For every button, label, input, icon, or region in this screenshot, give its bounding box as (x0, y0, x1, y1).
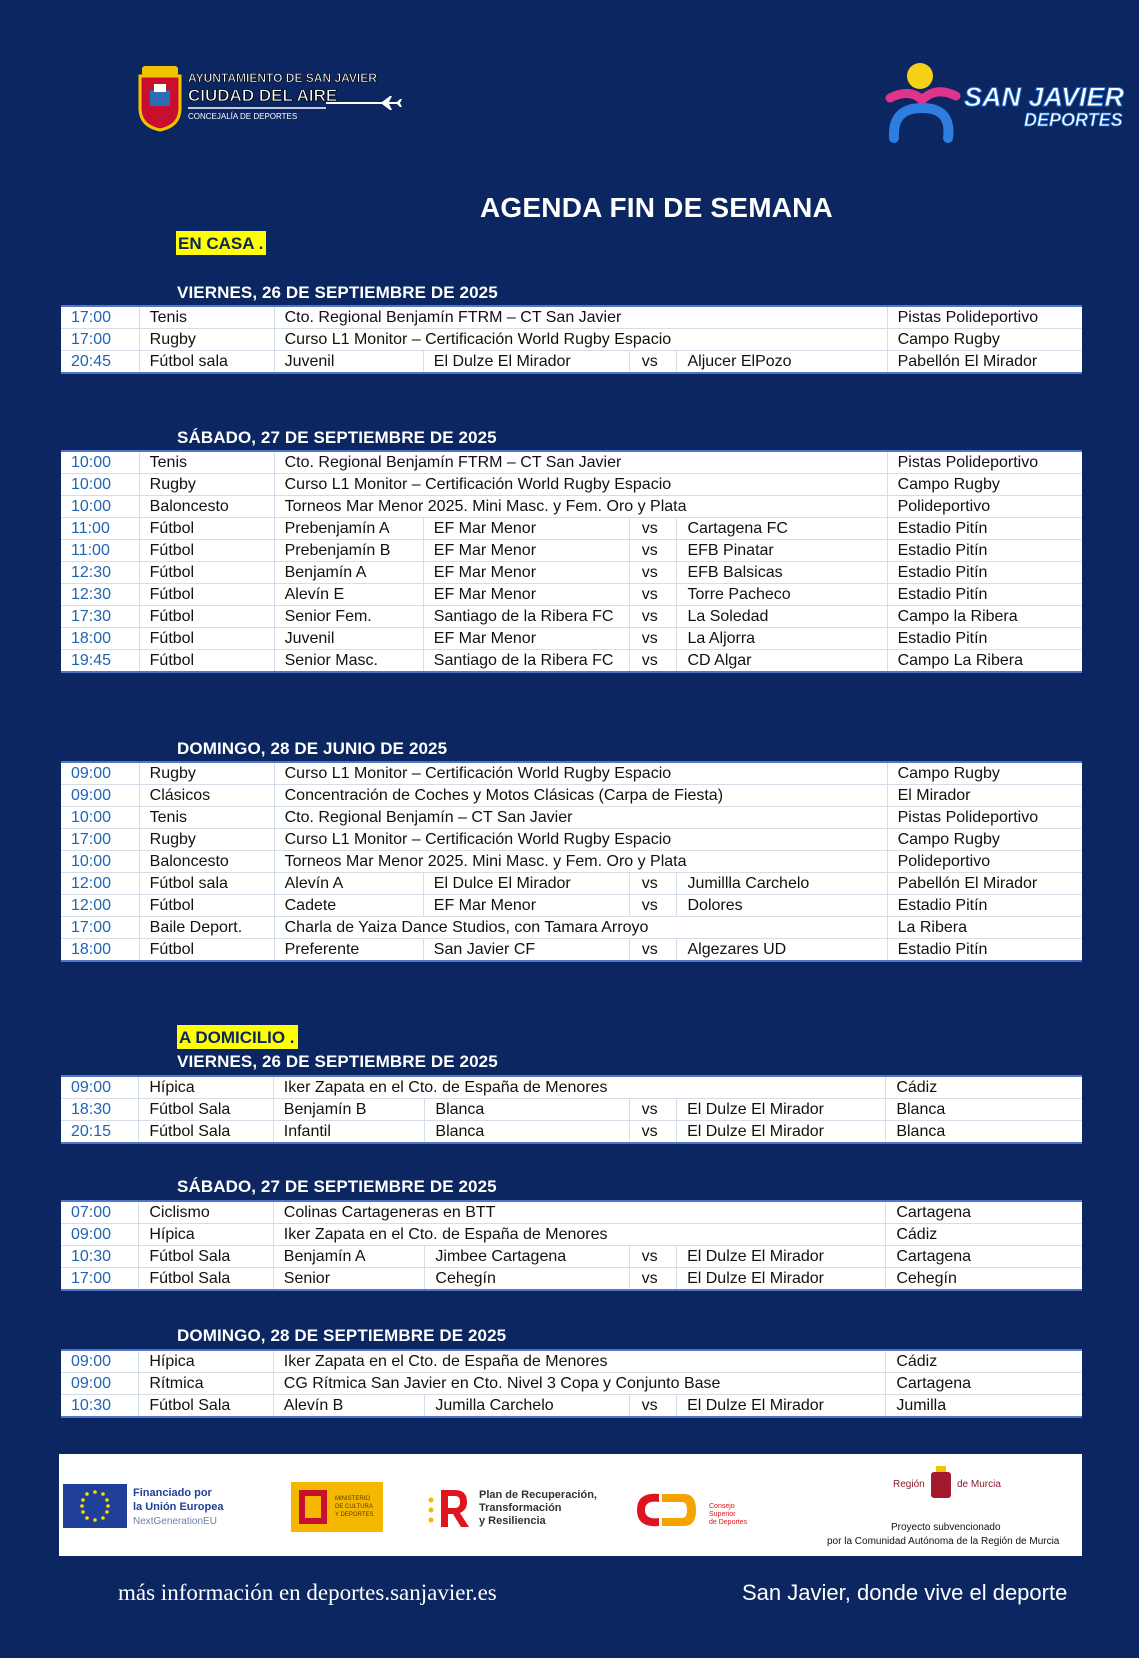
event-sport: Rítmica (139, 1373, 273, 1395)
event-time: 12:00 (61, 873, 139, 895)
murcia-left: Región (893, 1479, 925, 1490)
home-section-label: EN CASA . (176, 231, 266, 255)
event-category: Alevín A (274, 873, 423, 895)
table-row (61, 917, 1082, 939)
ayto-line1: AYUNTAMIENTO DE SAN JAVIER (188, 71, 377, 85)
table-row (61, 351, 1082, 374)
table-row (61, 518, 1082, 540)
table-row (61, 762, 1082, 785)
event-venue: Campo Rugby (887, 474, 1082, 496)
event-venue: Estadio Pitín (887, 518, 1082, 540)
event-category: Iker Zapata en el Cto. de España de Menores (273, 1224, 886, 1246)
event-time: 17:00 (61, 329, 139, 351)
event-venue: Cartagena (886, 1373, 1082, 1395)
brand-line1: SAN JAVIER (964, 82, 1125, 112)
footer-slogan: San Javier, donde vive el deporte (742, 1580, 1068, 1605)
event-category: Curso L1 Monitor – Certificación World Rugby Espacio (274, 329, 887, 351)
event-venue: Pabellón El Mirador (887, 873, 1082, 895)
event-venue: Campo Rugby (887, 762, 1082, 785)
event-time: 10:00 (61, 851, 139, 873)
table-row (61, 496, 1082, 518)
event-time: 09:00 (61, 1350, 139, 1373)
event-time: 09:00 (61, 762, 139, 785)
event-category: Curso L1 Monitor – Certificación World Rugby Espacio (274, 829, 887, 851)
page-title: AGENDA FIN DE SEMANA (480, 192, 833, 223)
table-row (61, 451, 1082, 474)
event-category: Iker Zapata en el Cto. de España de Menores (273, 1076, 886, 1099)
schedule-table (61, 1349, 1082, 1418)
event-sport: Baile Deport. (139, 917, 274, 939)
table-row (61, 829, 1082, 851)
event-team-away: Jumillla Carchelo (677, 873, 887, 895)
event-sport: Fútbol Sala (139, 1121, 273, 1144)
event-team-home: EF Mar Menor (423, 584, 629, 606)
event-team-home: San Javier CF (423, 939, 629, 962)
event-time: 17:00 (61, 829, 139, 851)
event-team-home: Cehegín (425, 1268, 629, 1291)
event-time: 19:45 (71, 652, 112, 669)
event-venue: Estadio Pitín (887, 540, 1082, 562)
table-row (61, 474, 1082, 496)
schedule-table (61, 450, 1082, 673)
event-team-home: EF Mar Menor (423, 895, 629, 917)
event-category: Charla de Yaiza Dance Studios, con Tamara Arroyo (274, 917, 887, 939)
event-sport: Fútbol sala (139, 873, 274, 895)
event-venue: Campo la Ribera (887, 606, 1082, 628)
event-category: Torneos Mar Menor 2025. Mini Masc. y Fem. Oro y Plata (274, 496, 887, 518)
event-vs: vs (629, 873, 677, 895)
event-time: 18:30 (61, 1099, 139, 1121)
event-team-home: El Dulce El Mirador (423, 873, 629, 895)
event-venue: La Ribera (887, 917, 1082, 939)
event-category: Cto. Regional Benjamín – CT San Javier (274, 807, 887, 829)
event-category: CG Rítmica San Javier en Cto. Nivel 3 Copa y Conjunto Base (273, 1373, 886, 1395)
sponsor-logos (59, 1454, 1082, 1556)
event-vs: vs (629, 895, 677, 917)
event-sport: Fútbol sala (139, 351, 274, 374)
table-row (61, 1099, 1082, 1121)
event-sport: Hípica (139, 1224, 273, 1246)
event-team-away: CD Algar (677, 650, 887, 673)
brand-line2: DEPORTES (1024, 110, 1123, 130)
home-day-heading: SÁBADO, 27 DE SEPTIEMBRE DE 2025 (177, 428, 497, 447)
event-venue: Estadio Pitín (887, 584, 1082, 606)
event-venue: Estadio Pitín (887, 939, 1082, 962)
event-category: Alevín E (274, 584, 423, 606)
home-day-heading: VIERNES, 26 DE SEPTIEMBRE DE 2025 (177, 283, 498, 302)
eu-line3: NextGenerationEU (133, 1516, 217, 1527)
home-day-heading: DOMINGO, 28 DE JUNIO DE 2025 (177, 739, 448, 758)
event-time: 12:30 (61, 562, 139, 584)
event-category: Senior (273, 1268, 425, 1291)
table-row (61, 650, 1082, 673)
table-row (61, 584, 1082, 606)
schedule-table (61, 761, 1082, 962)
event-sport: Tenis (139, 807, 274, 829)
event-category: Prebenjamín A (274, 518, 423, 540)
event-venue: Polideportivo (887, 851, 1082, 873)
ministry-line1: MINISTERIO (335, 1496, 371, 1502)
event-time: 09:00 (61, 1076, 139, 1099)
event-time: 18:00 (61, 628, 139, 650)
event-team-away: La Aljorra (677, 628, 887, 650)
event-team-away: Torre Pacheco (677, 584, 887, 606)
event-sport: Rugby (139, 829, 274, 851)
event-venue: Blanca (886, 1121, 1082, 1144)
event-sport: Fútbol (139, 518, 274, 540)
event-team-away: Dolores (677, 895, 887, 917)
table-row (61, 628, 1082, 650)
event-vs: vs (629, 518, 677, 540)
event-venue: Campo Rugby (887, 329, 1082, 351)
event-category: Benjamín A (274, 562, 423, 584)
csd-logo-icon (637, 1494, 659, 1526)
event-team-home: Santiago de la Ribera FC (423, 650, 629, 673)
table-row (61, 1224, 1082, 1246)
event-sport: Fútbol (139, 895, 274, 917)
event-time: 09:00 (61, 1373, 139, 1395)
event-venue: Polideportivo (887, 496, 1082, 518)
plan-line2: Transformación (479, 1502, 562, 1514)
event-time: 20:45 (71, 353, 112, 370)
event-sport: Fútbol Sala (139, 1099, 273, 1121)
event-category: Senior Masc. (274, 650, 423, 673)
schedule-table (61, 1075, 1082, 1144)
plane-icon (326, 96, 402, 110)
csd-line1: Consejo (709, 1503, 735, 1510)
event-sport: Fútbol (139, 939, 274, 962)
event-team-home: Jimbee Cartagena (425, 1246, 629, 1268)
event-sport: Fútbol (139, 606, 274, 628)
table-row (61, 851, 1082, 873)
table-row (61, 1373, 1082, 1395)
event-sport: Tenis (139, 451, 274, 474)
eu-line1: Financiado por (133, 1487, 212, 1499)
murcia-note1: Proyecto subvencionado (891, 1522, 1001, 1533)
murcia-shield-icon (931, 1472, 951, 1498)
table-row (61, 939, 1082, 962)
table-row (61, 895, 1082, 917)
sanjavier-deportes-logo (880, 58, 1125, 144)
event-sport: Baloncesto (139, 851, 274, 873)
event-time: 17:00 (61, 917, 139, 939)
event-time: 12:30 (61, 584, 139, 606)
schedule-table (61, 305, 1082, 374)
event-sport: Hípica (139, 1076, 273, 1099)
table-row (61, 1121, 1082, 1144)
table-row (61, 606, 1082, 628)
event-vs: vs (629, 351, 677, 374)
event-time: 09:00 (61, 1224, 139, 1246)
table-row (61, 1076, 1082, 1099)
event-sport: Fútbol (139, 650, 274, 673)
event-sport: Fútbol Sala (139, 1268, 273, 1291)
event-venue: Blanca (886, 1099, 1082, 1121)
event-venue: Cartagena (886, 1246, 1082, 1268)
event-time: 10:00 (61, 496, 139, 518)
table-row (61, 1350, 1082, 1373)
event-time: 10:00 (61, 474, 139, 496)
event-team-home: EF Mar Menor (423, 540, 629, 562)
table-row (61, 1395, 1082, 1418)
table-row (61, 785, 1082, 807)
event-category: Benjamín B (273, 1099, 425, 1121)
ayuntamiento-logo (138, 66, 408, 132)
event-category: Preferente (274, 939, 423, 962)
event-venue: Cádiz (886, 1224, 1082, 1246)
table-row (61, 562, 1082, 584)
event-team-away: El Dulze El Mirador (677, 1395, 886, 1418)
event-sport: Rugby (139, 762, 274, 785)
event-team-home: Blanca (425, 1121, 629, 1144)
event-vs: vs (629, 1246, 677, 1268)
plan-line3: y Resiliencia (479, 1515, 546, 1527)
event-sport: Fútbol Sala (139, 1395, 273, 1418)
event-venue: Campo La Ribera (887, 650, 1082, 673)
event-venue: El Mirador (887, 785, 1082, 807)
event-time: 17:00 (61, 306, 139, 329)
event-team-home: EF Mar Menor (423, 562, 629, 584)
event-vs: vs (629, 1395, 677, 1418)
event-category: Cadete (274, 895, 423, 917)
event-category: Iker Zapata en el Cto. de España de Menores (273, 1350, 886, 1373)
csd-line3: de Deportes (709, 1519, 748, 1526)
event-category: Curso L1 Monitor – Certificación World Rugby Espacio (274, 762, 887, 785)
event-category: Cto. Regional Benjamín FTRM – CT San Javier (274, 306, 887, 329)
event-venue: Cádiz (886, 1350, 1082, 1373)
event-category: Prebenjamín B (274, 540, 423, 562)
event-time: 11:00 (61, 518, 139, 540)
event-vs: vs (629, 584, 677, 606)
event-team-home: Blanca (425, 1099, 629, 1121)
event-category: Juvenil (274, 351, 423, 374)
table-row (61, 1246, 1082, 1268)
table-row (61, 540, 1082, 562)
event-time: 17:00 (71, 1270, 112, 1287)
event-time: 17:30 (61, 606, 139, 628)
event-sport: Fútbol Sala (139, 1246, 273, 1268)
plan-r-icon (441, 1490, 469, 1527)
event-vs: vs (629, 540, 677, 562)
event-venue: Cartagena (886, 1201, 1082, 1224)
table-row (61, 1268, 1082, 1291)
event-sport: Fútbol (139, 562, 274, 584)
event-vs: vs (629, 562, 677, 584)
event-team-home: El Dulze El Mirador (423, 351, 629, 374)
event-vs: vs (629, 606, 677, 628)
event-category: Curso L1 Monitor – Certificación World Rugby Espacio (274, 474, 887, 496)
event-category: Infantil (273, 1121, 425, 1144)
event-venue: Jumilla (886, 1395, 1082, 1418)
event-sport: Tenis (139, 306, 274, 329)
event-time: 09:00 (61, 785, 139, 807)
event-category: Benjamín A (273, 1246, 425, 1268)
event-time: 20:15 (71, 1123, 112, 1140)
event-sport: Fútbol (139, 628, 274, 650)
away-day-heading: SÁBADO, 27 DE SEPTIEMBRE DE 2025 (177, 1177, 497, 1196)
sponsor-band (59, 1454, 1082, 1556)
event-venue: Cádiz (886, 1076, 1082, 1099)
event-vs: vs (629, 628, 677, 650)
event-team-home: EF Mar Menor (423, 628, 629, 650)
event-team-home: EF Mar Menor (423, 518, 629, 540)
event-team-home: Santiago de la Ribera FC (423, 606, 629, 628)
murcia-right: de Murcia (957, 1479, 1001, 1490)
event-team-away: EFB Pinatar (677, 540, 887, 562)
event-category: Senior Fem. (274, 606, 423, 628)
table-row (61, 306, 1082, 329)
csd-line2: Superior (709, 1511, 736, 1518)
table-row (61, 329, 1082, 351)
event-time: 10:00 (61, 807, 139, 829)
event-category: Colinas Cartageneras en BTT (273, 1201, 886, 1224)
event-team-away: Cartagena FC (677, 518, 887, 540)
event-vs: vs (629, 650, 677, 673)
event-team-home: Jumilla Carchelo (425, 1395, 629, 1418)
event-venue: Cehegín (886, 1268, 1082, 1291)
event-team-away: Aljucer ElPozo (677, 351, 887, 374)
event-category: Alevín B (273, 1395, 425, 1418)
event-sport: Fútbol (139, 584, 274, 606)
ayto-line2: CIUDAD DEL AIRE (188, 86, 338, 105)
event-venue: Estadio Pitín (887, 628, 1082, 650)
event-venue: Pabellón El Mirador (887, 351, 1082, 374)
event-venue: Pistas Polideportivo (887, 451, 1082, 474)
event-vs: vs (629, 1099, 677, 1121)
event-time: 12:00 (61, 895, 139, 917)
event-team-away: Algezares UD (677, 939, 887, 962)
event-time: 10:30 (71, 1397, 112, 1414)
event-sport: Baloncesto (139, 496, 274, 518)
event-time: 10:00 (61, 451, 139, 474)
event-venue: Campo Rugby (887, 829, 1082, 851)
event-category: Torneos Mar Menor 2025. Mini Masc. y Fem. Oro y Plata (274, 851, 887, 873)
event-team-away: El Dulze El Mirador (677, 1246, 886, 1268)
eu-line2: la Unión Europea (133, 1501, 224, 1513)
table-row (61, 807, 1082, 829)
table-row (61, 1201, 1082, 1224)
event-vs: vs (629, 1121, 677, 1144)
away-day-heading: DOMINGO, 28 DE SEPTIEMBRE DE 2025 (177, 1326, 507, 1345)
away-section-label: A DOMICILIO . (177, 1025, 298, 1049)
event-sport: Hípica (139, 1350, 273, 1373)
event-time: 10:30 (61, 1246, 139, 1268)
away-day-heading: VIERNES, 26 DE SEPTIEMBRE DE 2025 (177, 1052, 498, 1071)
event-category: Juvenil (274, 628, 423, 650)
ministry-line2: DE CULTURA (335, 1504, 373, 1510)
event-venue: Pistas Polideportivo (887, 306, 1082, 329)
footer-website: más información en deportes.sanjavier.es (118, 1580, 497, 1605)
figure-head-icon (907, 63, 933, 89)
murcia-note2: por la Comunidad Autónoma de la Región de Murcia (827, 1536, 1060, 1547)
table-row (61, 873, 1082, 895)
event-time: 07:00 (61, 1201, 139, 1224)
event-team-away: La Soledad (677, 606, 887, 628)
event-sport: Ciclismo (139, 1201, 273, 1224)
event-venue: Estadio Pitín (887, 562, 1082, 584)
event-sport: Rugby (139, 329, 274, 351)
plan-line1: Plan de Recuperación, (479, 1489, 597, 1501)
ministry-line3: Y DEPORTES (335, 1512, 374, 1518)
event-time: 18:00 (71, 941, 112, 958)
ayto-line3: CONCEJALÍA DE DEPORTES (188, 112, 298, 121)
event-time: 11:00 (61, 540, 139, 562)
event-category: Concentración de Coches y Motos Clásicas (Carpa de Fiesta) (274, 785, 887, 807)
event-sport: Clásicos (139, 785, 274, 807)
event-venue: Pistas Polideportivo (887, 807, 1082, 829)
event-category: Cto. Regional Benjamín FTRM – CT San Javier (274, 451, 887, 474)
event-team-away: El Dulze El Mirador (677, 1099, 886, 1121)
schedule-table (61, 1200, 1082, 1291)
event-team-away: El Dulze El Mirador (677, 1268, 886, 1291)
event-team-away: El Dulze El Mirador (677, 1121, 886, 1144)
event-team-away: EFB Balsicas (677, 562, 887, 584)
event-vs: vs (629, 1268, 677, 1291)
event-venue: Estadio Pitín (887, 895, 1082, 917)
event-sport: Rugby (139, 474, 274, 496)
event-vs: vs (629, 939, 677, 962)
event-sport: Fútbol (139, 540, 274, 562)
